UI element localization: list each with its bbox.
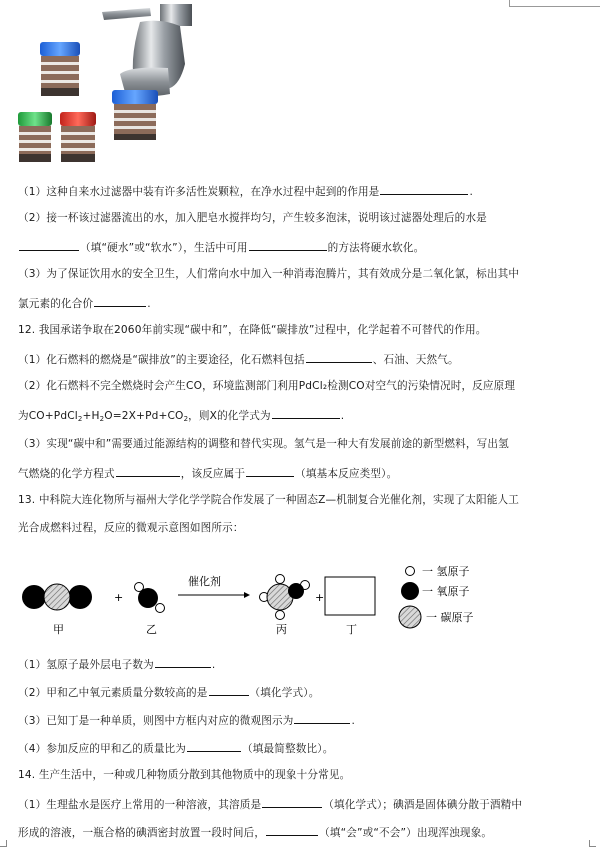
answer-blank[interactable] <box>94 295 146 307</box>
q11-part3-line2: 氯元素的化合价 . <box>18 295 151 311</box>
svg-text:+: + <box>315 591 325 604</box>
legend-carbon-swatch <box>399 606 421 628</box>
q13-stem-line1: 13. 中科院大连化物所与福州大学化学学院合作发展了一种固态Z—机制复合光催化剂，实现了太阳能人工 <box>18 494 519 506</box>
answer-blank[interactable] <box>155 656 211 668</box>
filter-red <box>60 112 96 126</box>
q14-stem: 14. 生产生活中，一种或几种物质分散到其他物质中的现象十分常见。 <box>18 769 351 781</box>
answer-blank[interactable] <box>294 712 350 724</box>
page-corner-mark <box>509 0 600 7</box>
q13-part4: （4）参加反应的甲和乙的质量比为 （填最简整数比）。 <box>18 740 333 756</box>
legend-oxygen: 一 氧原子 <box>422 585 470 598</box>
q12-part3-line1: （3）实现“碳中和”需要通过能源结构的调整和替代实现。氢气是一种大有发展前途的新型燃料，写出氢 <box>18 438 509 450</box>
label-ding: 丁 <box>346 623 357 636</box>
legend <box>399 565 474 628</box>
q12-part1: （1）化石燃料的燃烧是“碳排放”的主要途径，化石燃料包括 、石油、天然气。 <box>18 351 459 367</box>
answer-blank[interactable] <box>187 740 241 752</box>
q13-part1: （1）氢原子最外层电子数为 . <box>18 656 215 672</box>
answer-blank[interactable] <box>246 465 294 477</box>
q13-part2: （2）甲和乙中氧元素质量分数较高的是 （填化学式）。 <box>18 684 319 700</box>
faucet-handle <box>102 8 151 20</box>
product-box[interactable] <box>325 577 375 615</box>
page-corner-tick <box>589 840 596 847</box>
q13-stem-line2: 光合成燃料过程，反应的微观示意图如图所示： <box>18 522 244 534</box>
reaction-diagram <box>10 565 590 650</box>
molecule-bing <box>260 575 310 620</box>
answer-blank[interactable] <box>272 407 340 419</box>
plus-sign: + <box>114 591 124 604</box>
answer-blank[interactable] <box>262 796 322 808</box>
answer-blank[interactable] <box>266 824 318 836</box>
molecule-jia <box>22 584 92 610</box>
answer-blank[interactable] <box>116 465 180 477</box>
q14-part1-line1: （1）生理盐水是医疗上常用的一种溶液，其溶质是 （填化学式）；碘酒是固体碘分散于酒精中 <box>18 796 522 812</box>
q12-part2-equation: 为$CO+PdCl_2+H_2O=2X+Pd+CO_2$，则X的化学式为 . <box>18 407 344 426</box>
answer-blank[interactable] <box>380 183 468 195</box>
filter-blue-cap <box>112 90 158 104</box>
legend-hydrogen: 一 氢原子 <box>422 565 470 578</box>
molecule-yi <box>135 583 165 613</box>
answer-blank[interactable] <box>249 239 327 251</box>
catalyst-label: 催化剂 <box>188 575 221 588</box>
faucet-filter-figure <box>10 4 215 169</box>
q11-part2-line2: （填“硬水”或“软水”），生活中可用 的方法将硬水软化。 <box>18 239 424 255</box>
q11-part2-line1: （2）接一杯该过滤器流出的水，加入肥皂水搅拌均匀，产生较多泡沫，说明该过滤器处理后的水是 <box>18 212 487 224</box>
label-yi: 乙 <box>146 623 157 636</box>
filter-blue <box>40 42 80 56</box>
page-corner-tick <box>0 840 7 847</box>
q13-part3: （3）已知丁是一种单质，则图中方框内对应的微观图示为 . <box>18 712 355 728</box>
answer-blank[interactable] <box>306 351 372 363</box>
q11-part1: （1）这种自来水过滤器中装有许多活性炭颗粒，在净水过程中起到的作用是 . <box>18 183 473 199</box>
q11-part3-line1: （3）为了保证饮用水的安全卫生，人们常向水中加入一种消毒泡腾片，其有效成分是二氧化氯，标出其中 <box>18 268 520 280</box>
answer-blank[interactable] <box>209 684 249 696</box>
q12-part3-line2: 气燃烧的化学方程式 ，该反应属于 （填基本反应类型）。 <box>18 465 397 481</box>
legend-carbon: 一 碳原子 <box>426 611 474 624</box>
q14-part1-line2: 形成的溶液，一瓶合格的碘酒密封放置一段时间后， （填“会”或“不会”）出现浑浊现象。 <box>18 824 492 840</box>
label-jia: 甲 <box>53 623 64 636</box>
q12-part2-line1: （2）化石燃料不完全燃烧时会产生CO，环境监测部门利用PdCl₂检测CO对空气的污染情况时，反应原理 <box>18 380 516 392</box>
label-bing: 丙 <box>276 623 287 636</box>
filter-green <box>18 112 52 126</box>
answer-blank[interactable] <box>19 239 79 251</box>
legend-oxygen-swatch <box>401 582 419 600</box>
q12-stem: 12. 我国承诺争取在2060年前实现“碳中和”，在降低“碳排放”过程中，化学起着不可替代的作用。 <box>18 324 487 336</box>
legend-hydrogen-swatch <box>406 567 415 576</box>
